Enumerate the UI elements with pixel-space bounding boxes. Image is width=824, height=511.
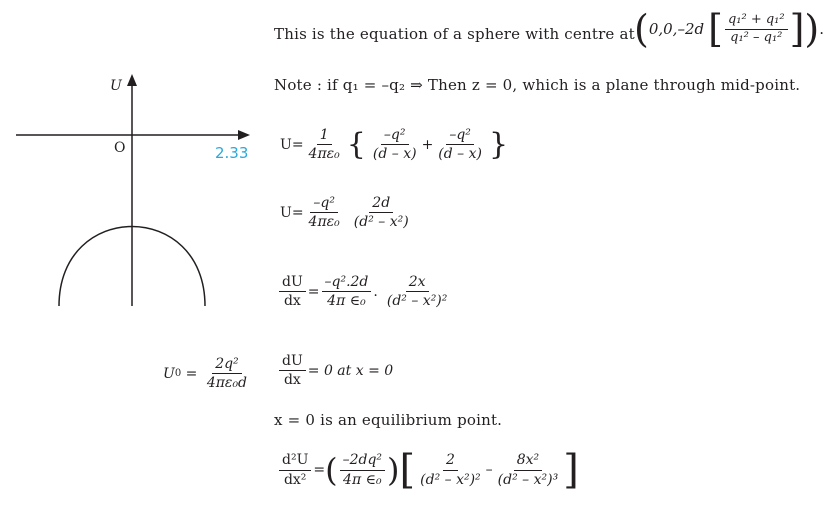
- eq1-t2-den: (d – x): [438, 146, 482, 163]
- eq3-dot: .: [373, 283, 378, 300]
- eq2-lhs: U: [280, 204, 292, 221]
- eq3-lhs-num: dU: [279, 274, 306, 292]
- sphere-line: This is the equation of a sphere with centre at: [274, 25, 635, 43]
- u0-formula: U 0 = $\frac{\text{2q²}}{\text{4πε₀d}}$: [163, 356, 252, 391]
- equilibrium-line: x = 0 is an equilibrium point.: [274, 411, 503, 429]
- u0-sub: 0: [174, 368, 182, 380]
- eq5-lhs-num: d²U: [279, 452, 311, 470]
- eq1-t1-num: –q²: [381, 127, 409, 145]
- eq5-minus: –: [485, 462, 493, 478]
- eq5-lhs-den: dx²: [283, 471, 307, 488]
- eq5-pref-den: 4π ∈₀: [343, 471, 382, 488]
- equation-5: $\frac{\text{d²U}}{\text{dx²}}$ = ( $\frac{\text{–2dq²}}{\text{4π ∈₀}}$ ) [ $\frac{2}{\text{(d² – x²)²}}$ – $\frac{\text{8x²}}{\text{(d² – x²)³}}$ ]: [277, 450, 579, 490]
- sphere-centre: ( 0,0,–2d [ $\frac{\text{q₁² + q₁²}}{\text{q₁² – q₁²}}$ ] ) .: [634, 7, 824, 51]
- eq4-lhs-den: dx: [283, 372, 301, 389]
- u0-lhs: U: [163, 365, 175, 382]
- equation-1: U = $\frac{1}{\text{4πε₀}}$ { $\frac{\text{–q²}}{(d - x)}$ + $\frac{\text{–q²}}{(d - x)}$ }: [280, 126, 509, 163]
- eq3-num: 2x: [406, 274, 429, 292]
- sphere-centre-prefix: 0,0,–2d: [648, 20, 705, 38]
- eq1-pref-den: 4πε₀: [308, 146, 340, 163]
- problem-number: 2.33: [215, 144, 249, 162]
- eq5-t1-num: 2: [443, 452, 458, 470]
- u0-num: 2q²: [212, 356, 241, 374]
- sphere-frac-den: q₁² – q₁²: [730, 29, 783, 45]
- eq3-lhs-den: dx: [283, 293, 301, 310]
- eq5-pref-num: –2dq²: [340, 452, 385, 470]
- eq2-num: 2d: [369, 195, 393, 213]
- eq1-t2-num: –q²: [446, 127, 474, 145]
- equation-4: [277, 353, 393, 388]
- eq3-pref-den: 4π ∈₀: [327, 293, 366, 310]
- origin-label: O: [114, 140, 126, 156]
- eq1-plus: +: [421, 136, 434, 153]
- note-line: Note : if q₁ = –q₂ ⇒ Then z = 0, which is a plane through mid-point.: [274, 76, 801, 94]
- x-axis-arrow: [238, 130, 250, 140]
- eq4-lhs-num: dU: [279, 353, 306, 371]
- eq3-pref-num: –q².2d: [322, 274, 372, 292]
- axis-u-label: U: [110, 78, 122, 94]
- equation-3: $\frac{dU}{dx}$ = $\frac{\text{–q².2d}}{\text{4π ∈₀}}$ . $\frac{2x}{\text{(d² – x²)²}}$: [277, 274, 452, 309]
- equation-2: U = $\frac{\text{–q²}}{\text{4πε₀}}$ $\frac{2d}{\text{(d² – x²)}}$: [280, 195, 414, 230]
- u0-den: 4πε₀d: [206, 375, 248, 392]
- y-axis-arrow: [127, 74, 137, 86]
- eq4-rhs: = 0 at x = 0: [307, 362, 394, 379]
- eq5-t1-den: (d² – x²)²: [420, 471, 481, 488]
- eq5-t2-den: (d² – x²)³: [497, 471, 559, 488]
- eq2-pref-den: 4πε₀: [308, 214, 340, 231]
- eq1-t1-den: (d – x): [372, 146, 417, 163]
- eq3-den: (d² – x²)²: [386, 293, 448, 310]
- sphere-frac-num: q₁² + q₁²: [725, 13, 788, 30]
- eq5-t2-num: 8x²: [514, 452, 542, 470]
- eq1-lhs: U: [280, 136, 292, 153]
- eq2-pref-num: –q²: [310, 195, 338, 213]
- eq1-pref-num: 1: [317, 127, 332, 145]
- eq2-den: (d² – x²): [353, 214, 409, 231]
